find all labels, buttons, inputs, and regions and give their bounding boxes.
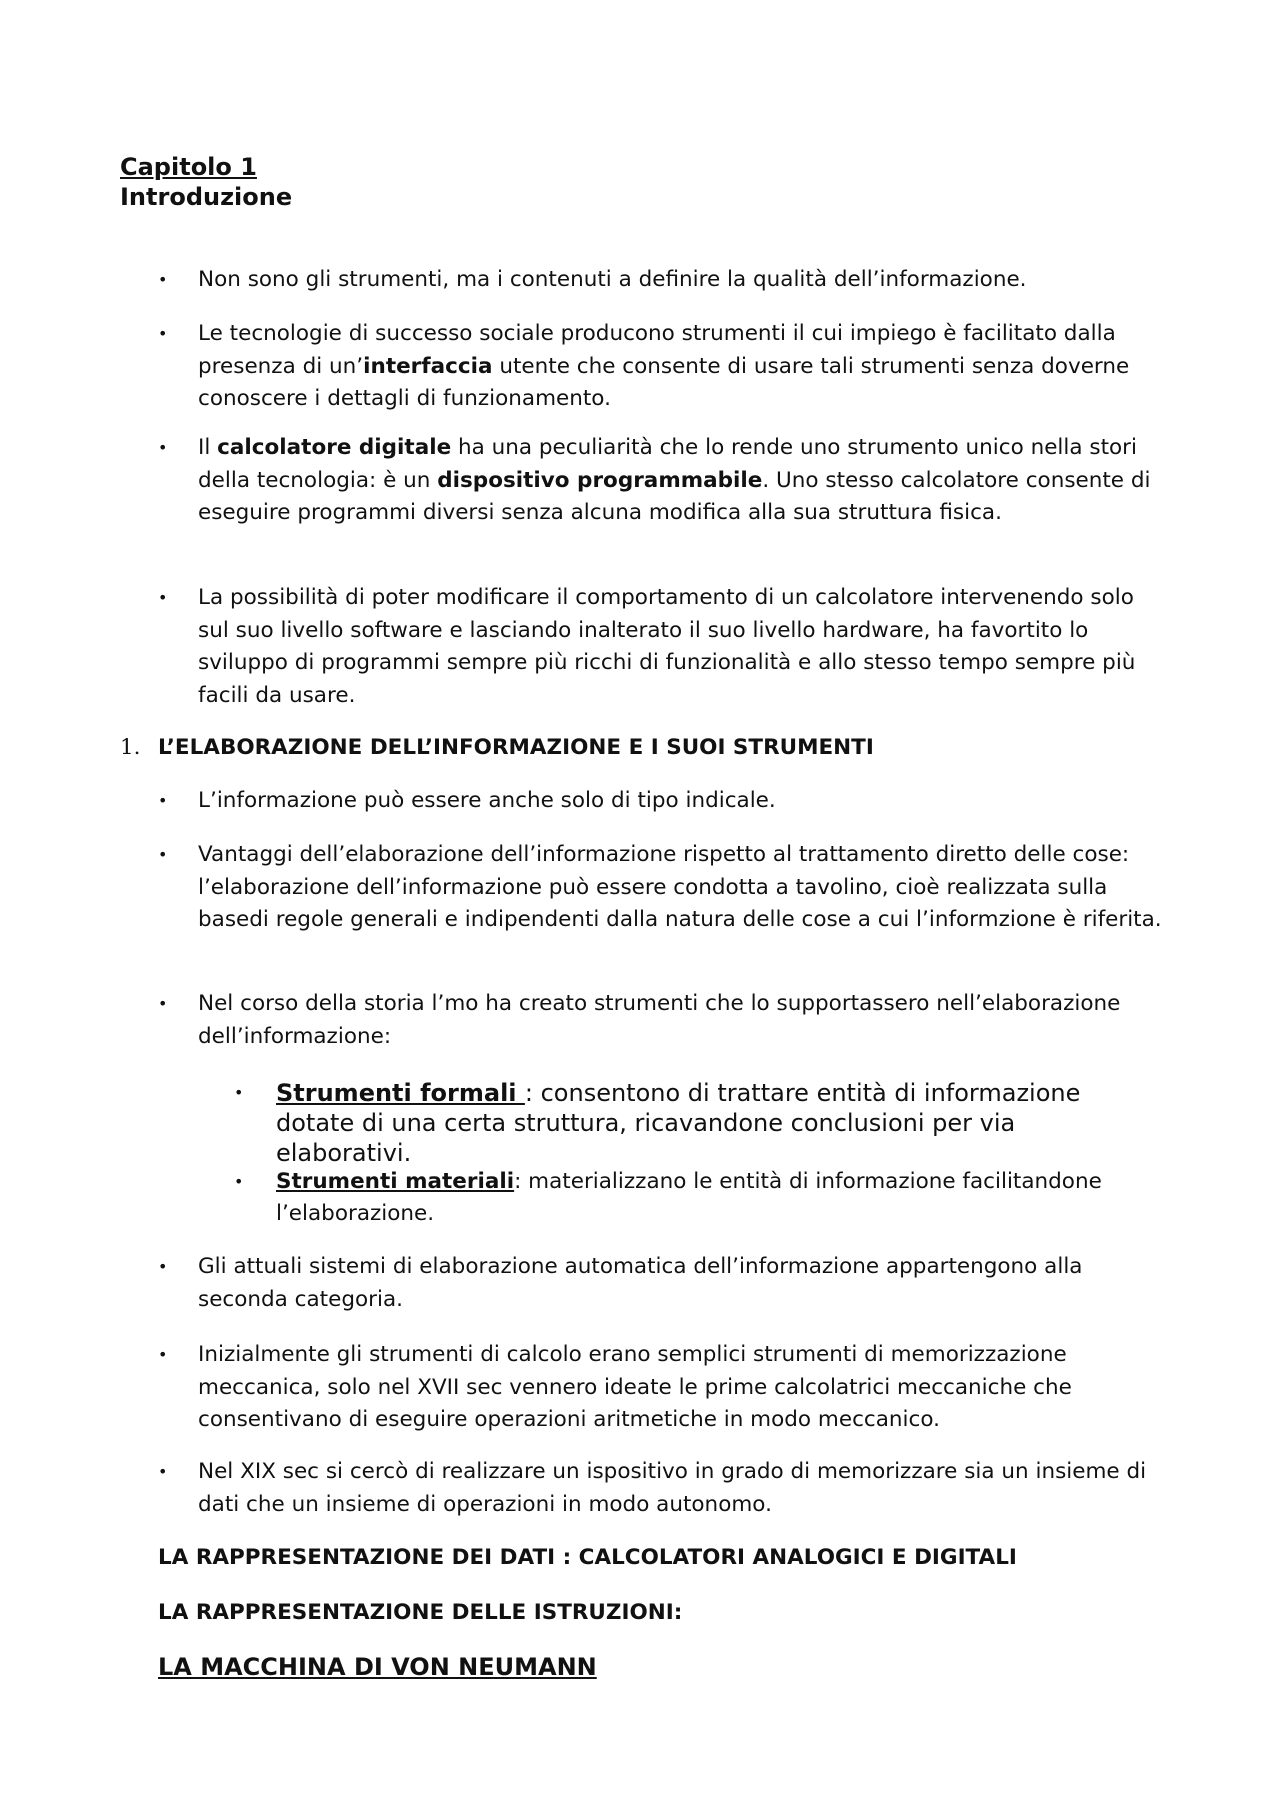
list-item-text: Vantaggi dell’elaborazione dell’informazione rispetto al trattamento diretto delle cose: l’elaborazione dell’informazione può essere condotta a tavolino, cioè realizzata sulla basedi regole generali e indipendenti dalla natura delle cose a cui l’informzione è riferita.	[198, 842, 1162, 932]
list-item	[158, 582, 1168, 712]
list-item	[158, 264, 1168, 297]
term: Strumenti materiali	[276, 1169, 515, 1194]
chapter-title	[120, 152, 292, 212]
term: Strumenti formali	[276, 1079, 525, 1107]
list-item-text: La possibilità di poter modificare il comportamento di un calcolatore intervenendo solo sul suo livello software e lasciando inalterato il suo livello hardware, ha favortito lo sviluppo di programmi sempre più ricchi di funzionalità e allo stesso tempo sempre più facili da usare.	[198, 585, 1136, 708]
list-item-text: Nel XIX sec si cercò di realizzare un ispositivo in grado di memorizzare sia un insieme di dati che un insieme di operazioni in modo autonomo.	[198, 1459, 1147, 1517]
list-item-text: Il calcolatore digitale ha una peculiarità che lo rende uno strumento unico nella stori della tecnologia: è un dispositivo programmabile. Uno stesso calcolatore consente di eseguire programmi diversi senza alcuna modifica alla sua struttura fisica.	[198, 435, 1151, 525]
list-item	[158, 839, 1168, 937]
sub-list-item	[234, 1078, 1154, 1168]
sub-list-item-text: Strumenti materiali: materializzano le entità di informazione facilitandone l’elaborazione.	[276, 1169, 1102, 1226]
list-item-text: Le tecnologie di successo sociale producono strumenti il cui impiego è facilitato dalla presenza di un’interfaccia utente che consente di usare tali strumenti senza doverne conoscere i dettagli di funzionamento.	[198, 321, 1130, 411]
list-item	[158, 1456, 1168, 1521]
bullet-icon: •	[158, 791, 168, 810]
bullet-icon: •	[158, 1345, 168, 1364]
list-item-text: Inizialmente gli strumenti di calcolo erano semplici strumenti di memorizzazione meccanica, solo nel XVII sec vennero ideate le prime calcolatrici meccaniche che consentivano di eseguire operazioni aritmetiche in modo meccanico.	[198, 1342, 1072, 1432]
bold-term: interfaccia	[363, 353, 493, 379]
section-number: 1.	[120, 735, 141, 760]
bullet-icon: •	[158, 1257, 168, 1276]
list-item	[158, 1251, 1168, 1316]
chapter-number: Capitolo 1	[120, 153, 257, 181]
list-item	[158, 988, 1168, 1053]
section-title: L’ELABORAZIONE DELL’INFORMAZIONE E I SUOI STRUMENTI	[158, 735, 874, 760]
bullet-icon: •	[158, 588, 168, 607]
list-item-text: Non sono gli strumenti, ma i contenuti a definire la qualità dell’informazione.	[198, 267, 1027, 292]
list-item-text: Nel corso della storia l’mo ha creato strumenti che lo supportassero nell’elaborazione dell’informazione:	[198, 991, 1121, 1049]
list-item	[158, 1339, 1168, 1437]
bullet-icon: •	[234, 1172, 244, 1191]
chapter-name: Introduzione	[120, 183, 293, 211]
heading-data-representation: LA RAPPRESENTAZIONE DEI DATI : CALCOLATORI ANALOGICI E DIGITALI	[158, 1545, 1017, 1570]
bullet-icon: •	[234, 1083, 244, 1102]
bold-term: calcolatore digitale	[217, 435, 452, 460]
heading-von-neumann: LA MACCHINA DI VON NEUMANN	[158, 1653, 597, 1681]
heading-instruction-representation: LA RAPPRESENTAZIONE DELLE ISTRUZIONI:	[158, 1600, 683, 1625]
bullet-icon: •	[158, 1462, 168, 1481]
list-item	[158, 432, 1168, 530]
list-item	[158, 785, 1168, 818]
list-item-text: L’informazione può essere anche solo di tipo indicale.	[198, 788, 776, 813]
sub-list-item	[234, 1166, 1154, 1230]
bullet-icon: •	[158, 324, 168, 343]
section-heading	[120, 733, 874, 763]
bullet-icon: •	[158, 438, 168, 457]
bullet-icon: •	[158, 845, 168, 864]
bold-term: dispositivo programmabile	[437, 467, 763, 493]
sub-list-item-text: Strumenti formali : consentono di trattare entità di informazione dotate di una certa struttura, ricavandone conclusioni per via elaborativi.	[276, 1079, 1081, 1167]
bullet-icon: •	[158, 994, 168, 1013]
bullet-icon: •	[158, 270, 168, 289]
list-item	[158, 318, 1168, 416]
list-item-text: Gli attuali sistemi di elaborazione automatica dell’informazione appartengono alla seconda categoria.	[198, 1254, 1083, 1312]
